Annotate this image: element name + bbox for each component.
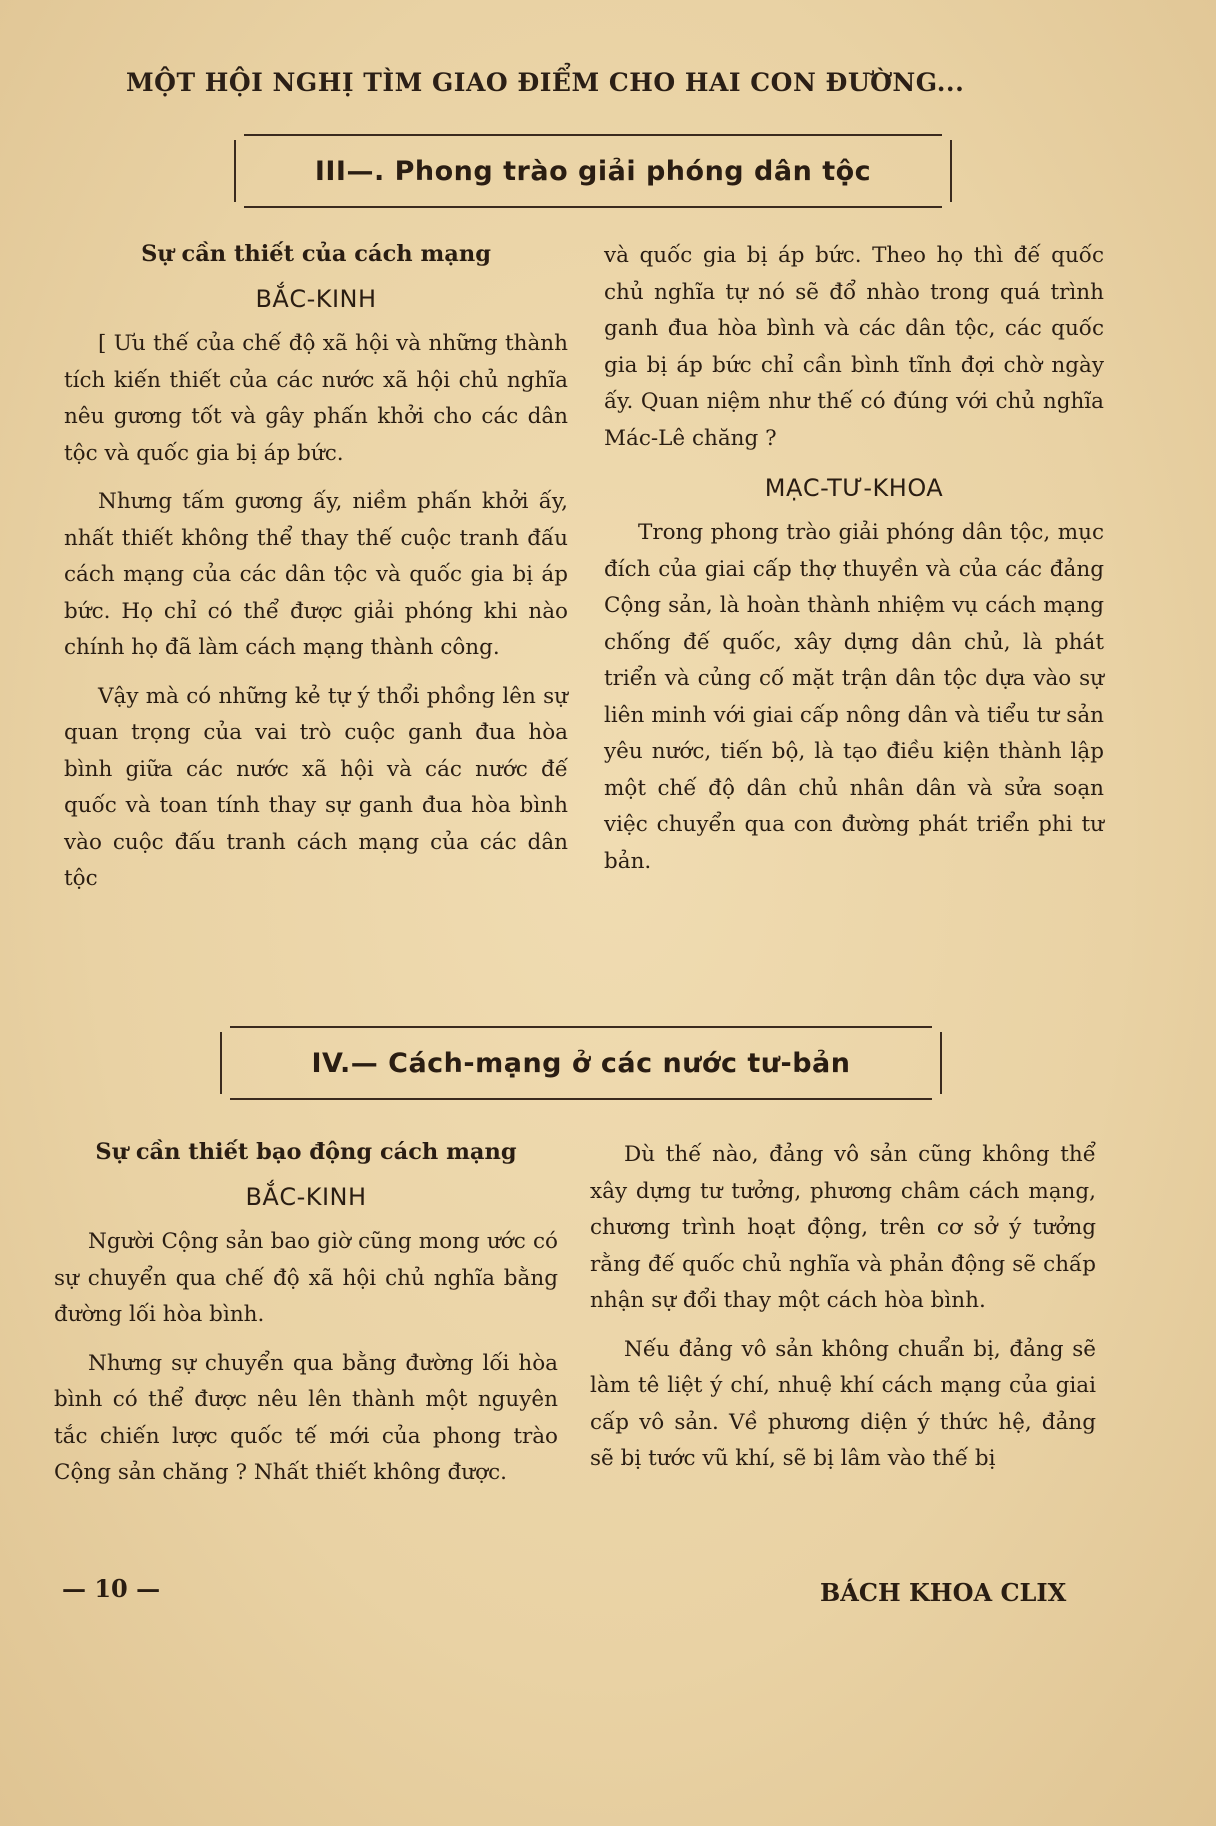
- section-3-header: [234, 140, 952, 202]
- journal-name: BÁCH KHOA CLIX: [820, 1578, 1067, 1607]
- paragraph: và quốc gia bị áp bức. Theo họ thì đế quốc chủ nghĩa tự nó sẽ đổ nhào trong quá trình ganh đua hòa bình và các dân tộc, các quốc gia bị áp bức chỉ cần bình tĩnh đợi chờ ngày ấy. Quan niệm như thế có đúng với chủ nghĩa Mác-Lê chăng ?: [604, 243, 1104, 451]
- paragraph: Nhưng sự chuyển qua bằng đường lối hòa bình có thể được nêu lên thành một nguyên tắc chiến lược quốc tế mới của phong trào Cộng sản chăng ? Nhất thiết không được.: [54, 1350, 558, 1485]
- section-4-header: [220, 1032, 942, 1094]
- section-3-right-source: MẠC-TƯ-KHOA: [764, 474, 944, 502]
- section-4-title: IV.— Cách-mạng ở các nước tư-bản: [311, 1047, 851, 1079]
- section-3-left-source: BẮC-KINH: [255, 285, 377, 313]
- page-number: — 10 —: [62, 1574, 161, 1603]
- paragraph: Dù thế nào, đảng vô sản cũng không thể xây dựng tư tưởng, phương châm cách mạng, chương trình hoạt động, trên cơ sở ý tưởng rằng đế quốc chủ nghĩa và phản động sẽ chấp nhận sự đổi thay một cách hòa bình.: [590, 1142, 1096, 1313]
- section-3-right-column: [604, 238, 1104, 892]
- section-3-left-column: [64, 236, 568, 898]
- paragraph: [ Ưu thế của chế độ xã hội và những thành tích kiến thiết của các nước xã hội chủ nghĩa nêu gương tốt và gây phấn khởi cho các dân tộc và quốc gia bị áp bức.: [64, 326, 568, 472]
- running-head: MỘT HỘI NGHỊ TÌM GIAO ĐIỂM CHO HAI CON ĐƯỜNG...: [126, 68, 965, 97]
- paragraph: Người Cộng sản bao giờ cũng mong ước có sự chuyển qua chế độ xã hội chủ nghĩa bằng đường lối hòa bình.: [54, 1229, 558, 1327]
- section-3-title: III—. Phong trào giải phóng dân tộc: [314, 155, 872, 187]
- paragraph: Nếu đảng vô sản không chuẩn bị, đảng sẽ làm tê liệt ý chí, nhuệ khí cách mạng của giai cấp vô sản. Về phương diện ý thức hệ, đảng sẽ bị tước vũ khí, sẽ bị lâm vào thế bị: [590, 1336, 1096, 1471]
- paragraph: Vậy mà có những kẻ tự ý thổi phồng lên sự quan trọng của vai trò cuộc ganh đua hòa bình giữa các nước xã hội và các nước đế quốc và toan tính thay sự ganh đua hòa bình vào cuộc đấu tranh cách mạng của các dân tộc: [64, 683, 568, 891]
- section-4-left-source: BẮC-KINH: [245, 1183, 367, 1211]
- paragraph: Nhưng tấm gương ấy, niềm phấn khởi ấy, nhất thiết không thể thay thế cuộc tranh đấu cách mạng của các dân tộc và quốc gia bị áp bức. Họ chỉ có thể được giải phóng khi nào chính họ đã làm cách mạng thành công.: [64, 489, 568, 660]
- section-3-left-subhead: Sự cần thiết của cách mạng: [141, 241, 491, 267]
- paragraph: Trong phong trào giải phóng dân tộc, mục đích của giai cấp thợ thuyền và của các đảng Cộng sản, là hoàn thành nhiệm vụ cách mạng chống đế quốc, xây dựng dân chủ, là phát triển và củng cố mặt trận dân tộc dựa vào sự liên minh với giai cấp nông dân và tiểu tư sản yêu nước, tiến bộ, là tạo điều kiện thành lập một chế độ dân chủ nhân dân và sửa soạn việc chuyển qua con đường phát triển phi tư bản.: [604, 520, 1104, 874]
- section-4-right-column: [590, 1137, 1096, 1490]
- section-4-left-subhead: Sự cần thiết bạo động cách mạng: [95, 1139, 517, 1165]
- section-4-left-column: [54, 1134, 558, 1504]
